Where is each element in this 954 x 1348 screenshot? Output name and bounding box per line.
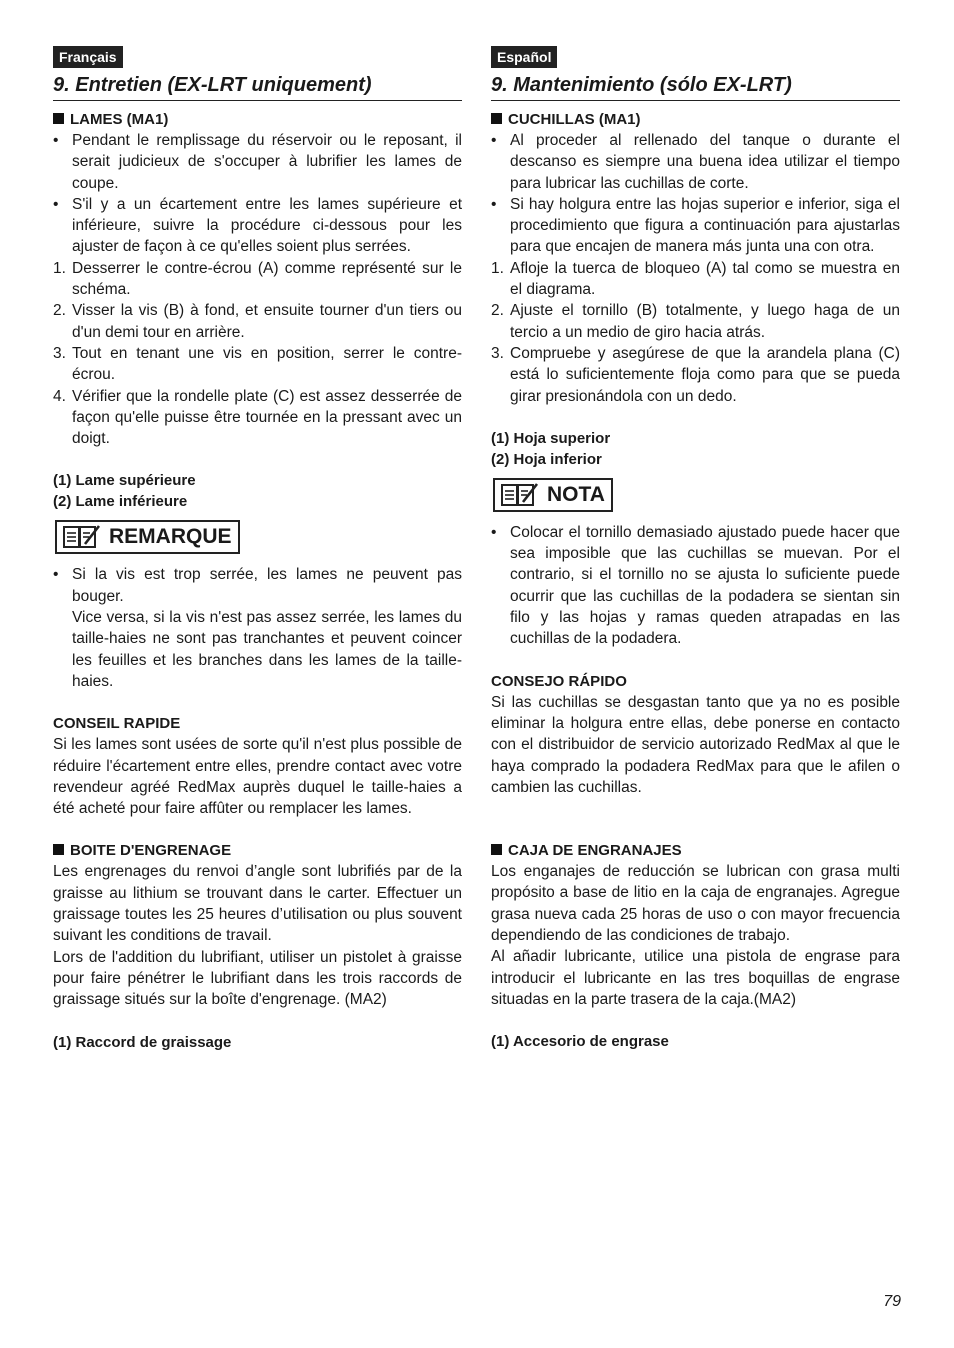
list-item: • Colocar el tornillo demasiado ajustado puede hacer que sea imposible que las cuchillas se muevan. Por el contrario, si el tornillo no se ajusta lo suficiente puede ocurrir que las cuchillas de la podadera se sientan sin filo y las hojas y ramas queden atrapadas en las cuchillas de la podadera. bbox=[491, 523, 900, 648]
note-label: REMARQUE bbox=[109, 525, 232, 549]
gearbox-text-fr: Lors de l'addition du lubrifiant, utiliser un pistolet à graisse pour faire pénétrer le lubrifiant dans les trois raccords de graissage situés sur la boîte d'engrenage. (MA2) bbox=[53, 948, 462, 1009]
gearbox-text-es: Los enganajes de reducción se lubrican con grasa multi propósito a base de litio en la caja de engranajes. Agregue grasa nueva cada 25 horas de uso o con mayor frecuencia dependiendo de las condiciones de trabajo. bbox=[491, 863, 900, 945]
list-item: 2. Ajuste el tornillo (B) totalmente, y luego haga de un tercio a un medio de giro hacia atrás. bbox=[491, 302, 900, 341]
blades-heading-fr: LAMES (MA1) bbox=[53, 109, 462, 130]
list-item: • Al proceder al rellenado del tanque o durante el descanso es siempre una buena idea utilizar el tiempo para lubricar las cuchillas de corte. bbox=[491, 132, 900, 192]
list-item: 1. Desserrer le contre-écrou (A) comme représenté sur le schéma. bbox=[53, 259, 462, 299]
tip-text-fr: Si les lames sont usées de sorte qu'il n'est plus possible de réduire l'écartement entre elles, prendre contact avec votre revendeur agréé RedMax auprès duquel le taille-haies a été acheté pour faire affûter ou remplacer les lames. bbox=[53, 736, 462, 818]
blades-bullets-es bbox=[491, 130, 900, 407]
list-item: 2. Visser la vis (B) à fond, et ensuite tourner d'un tiers ou d'un demi tour en arrière. bbox=[53, 302, 462, 341]
gearbox-text-fr: Les engrenages du renvoi d’angle sont lubrifiés par de la graisse au lithium se trouvant dans le carter. Effectuer un graissage toutes les 25 heures d’utilisation ou plus souvent suivant les conditions de travail. bbox=[53, 863, 462, 945]
french-column bbox=[53, 46, 462, 1053]
list-item: 3. Compruebe y asegúrese de que la arandela plana (C) está lo suficientemente floja como para que se pueda girar presionándola con un dedo. bbox=[491, 344, 900, 405]
note-label: NOTA bbox=[547, 482, 605, 506]
note-box-fr bbox=[55, 520, 240, 554]
square-bullet-icon bbox=[53, 844, 64, 855]
tip-text-es: Si las cuchillas se desgastan tanto que ya no es posible eliminar la holgura entre ellas, debe ponerse en contacto con el distribuidor de servicio autorizado RedMax al que le haya comprado la podadera RedMax para que le afilen o cambien las cuchillas. bbox=[491, 693, 900, 796]
figure-caption: (1) Raccord de graissage bbox=[53, 1033, 232, 1051]
notebook-pencil-icon bbox=[501, 483, 539, 507]
figure-caption: (1) Lame supérieure bbox=[53, 472, 196, 490]
gearbox-heading-fr: BOITE D'ENGRENAGE bbox=[53, 840, 462, 861]
list-item: • Pendant le remplissage du réservoir ou le reposant, il serait judicieux de s'occuper à lubrifier les lames de coupe. bbox=[53, 132, 462, 192]
list-item: • Si hay holgura entre las hojas superior e inferior, siga el procedimiento que figura a continuación para ajustarlas para que encajen de manera más junta una con otra. bbox=[491, 195, 900, 256]
section-title-es: 9. Mantenimiento (sólo EX-LRT) bbox=[491, 72, 900, 101]
gearbox-heading-es: CAJA DE ENGRANAJES bbox=[491, 840, 900, 861]
note-text-es bbox=[491, 522, 900, 650]
blades-bullets-fr bbox=[53, 130, 462, 449]
tip-heading-fr: CONSEIL RAPIDE bbox=[53, 715, 181, 733]
figure-caption: (1) Hoja superior bbox=[491, 429, 611, 447]
page-number: 79 bbox=[883, 1293, 901, 1310]
blades-heading-es: CUCHILLAS (MA1) bbox=[491, 109, 900, 130]
language-tab-fr: Français bbox=[53, 46, 123, 68]
figure-caption: (2) Lame inférieure bbox=[53, 493, 188, 511]
tip-heading-es: CONSEJO RÁPIDO bbox=[491, 672, 627, 690]
note-box-es bbox=[493, 478, 613, 512]
figure-caption: (1) Accesorio de engrase bbox=[491, 1033, 669, 1051]
list-item: • Si la vis est trop serrée, les lames ne peuvent pas bouger. bbox=[53, 566, 462, 605]
list-item: Vice versa, si la vis n'est pas assez serrée, les lames du taille-haies ne sont pas tranchantes et peuvent coincer les feuilles et les branches dans les lames de la taille-haies. bbox=[72, 609, 462, 690]
list-item: 1. Afloje la tuerca de bloqueo (A) tal como se muestra en el diagrama. bbox=[491, 259, 900, 299]
square-bullet-icon bbox=[491, 113, 502, 124]
list-item: 3. Tout en tenant une vis en position, serrer le contre-écrou. bbox=[53, 344, 462, 384]
list-item: • S'il y a un écartement entre les lames supérieure et inférieure, suivre la procédure ci-dessous pour les ajuster de façon à ce qu'elles soient plus serrées. bbox=[53, 195, 462, 256]
note-text-fr bbox=[53, 564, 462, 692]
square-bullet-icon bbox=[53, 113, 64, 124]
square-bullet-icon bbox=[491, 844, 502, 855]
figure-caption: (2) Hoja inferior bbox=[491, 450, 602, 468]
section-title-fr: 9. Entretien (EX-LRT uniquement) bbox=[53, 72, 462, 101]
notebook-pencil-icon bbox=[63, 525, 101, 549]
language-tab-es: Español bbox=[491, 46, 557, 68]
gearbox-text-es: Al añadir lubricante, utilice una pistola de engrase para introducir el lubricante en las tres boquillas de engrase situadas en la parte trasera de la caja.(MA2) bbox=[491, 948, 900, 1008]
list-item: 4. Vérifier que la rondelle plate (C) est assez desserrée de façon qu'elle puisse être tournée en la pressant avec un doigt. bbox=[53, 387, 462, 448]
spanish-column bbox=[491, 46, 900, 1052]
